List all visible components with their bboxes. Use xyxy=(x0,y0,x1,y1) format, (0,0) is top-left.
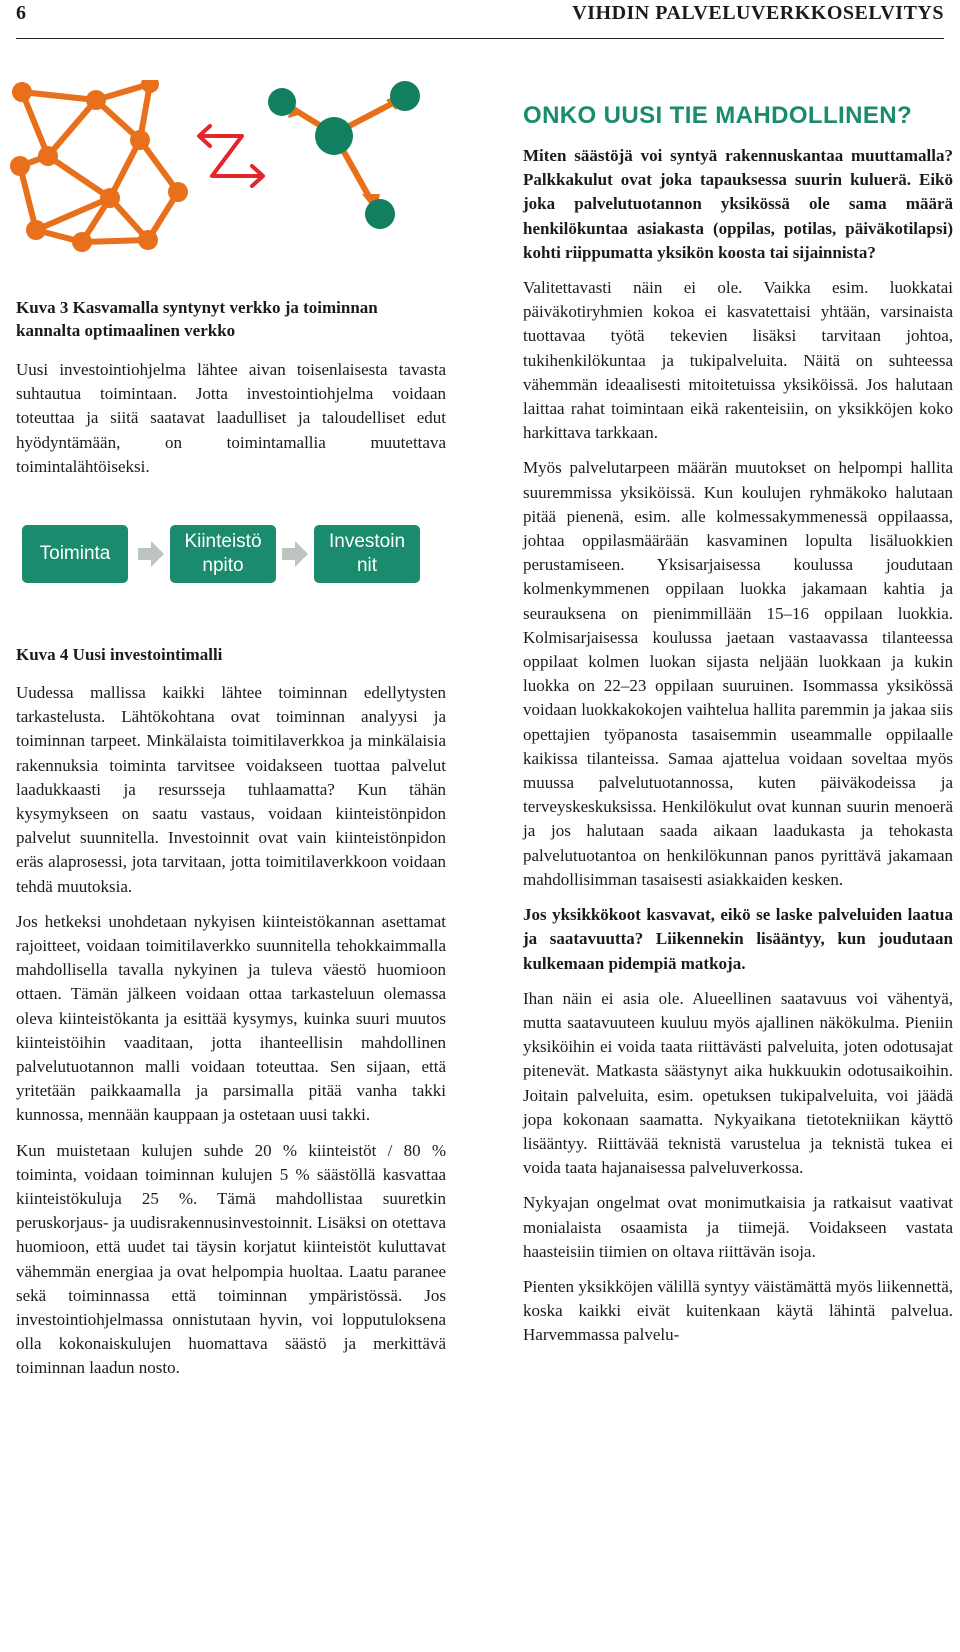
flow-box-label: Kiinteistö xyxy=(184,531,262,552)
flow-arrow-icon xyxy=(136,539,166,569)
right-body-text xyxy=(523,144,953,1359)
paragraph: Myös palvelutarpeen määrän muutokset on helpompi hallita suuremmissa yksiköissä. Kun koulujen ryhmäkoko halutaan pitää pienenä, esim. alle kolmessakymmenessä oppilaassa, johtaa oppilasmäärään kasvaminen lopulta lisäluokkien perustamiseen. Yksisarjaisessa koulussa joudutaan kolmenkymmenen oppilaan luokka jakamaan kahtia ja seurauksena on pienimmillään 15–16 oppilaan luokkia. Kolmisarjaisessa koulussa jaetaan vastaavassa tilanteessa oppilaat kolmen luokan sijasta neljään luokkaan ja kukin luokka on 22–23 oppilaan suuruinen. Isommassa yksikössä voidaan luokkakokojen vaihtelua hallita paremmin ja jakaa siis opettajien työpanosta tasaisemmin useammalle oppilaalle kaikissa tilanteissa. Samaa ajattelua voidaan soveltaa myös muussa palvelutuotannossa, kuten päiväkodeissa ja terveyskeskuksissa. Henkilökulut ovat kunnan suurin menoerä ja jos halutaan saada aikaan laadukasta ja tehokasta palvelutuotantoa on henkilökunnan panos pyrittävä jakamaan mahdollisimman tasaisesti asiakkaiden kesken. xyxy=(523,458,953,889)
figure3-caption: Kuva 3 Kasvamalla syntynyt verkko ja toiminnan kannalta optimaalinen verkko xyxy=(16,298,378,340)
flow-box-label: nit xyxy=(356,555,378,576)
network-node xyxy=(130,130,150,150)
flow-box-label: Toiminta xyxy=(39,543,111,564)
network-hub xyxy=(315,117,353,155)
network-illustration xyxy=(0,80,460,300)
optimal-network xyxy=(268,81,420,229)
network-node xyxy=(72,232,92,252)
paragraph: Pienten yksikköjen välillä syntyy väistämättä myös liikennettä, koska kaikki eivät kuitenkaan käytä lähintä palvelua. Harvemmassa palvelu- xyxy=(523,1276,953,1345)
network-node xyxy=(26,220,46,240)
figure3-text: Uusi investointiohjelma lähtee aivan toisenlaisesta tavasta suhtautua toimintaan. Jotta investointiohjelma voidaan toteuttaa ja siitä saatavat laadulliset ja taloudelliset edut hyödyntämään, on toimintamallia muutettava toimintalähtöiseksi. xyxy=(16,360,446,476)
paragraph: Ihan näin ei asia ole. Alueellinen saatavuus voi vähentyä, mutta saatavuuteen kuuluu myös ajallinen näkökulma. Pieniin yksiköihin ei voida taata riittävästi palveluita, joten odotusajat pitenevät. Matkasta säästynyt aika hukkuukin odotusaikoihin. Joitain palveluita, esim. opetuksen tukipalveluita, voi jäädä jopa kokonaan saamatta. Nykyaikana tietotekniikan käyttö lisääntyy. Riittävää teknistä varustelua ja teknistä tukea ei voida taata hajanaisessa palveluverkossa. xyxy=(523,988,953,1178)
question-paragraph: Jos yksikkökoot kasvavat, eikö se laske palveluiden laatua ja saatavuutta? Liikennekin lisääntyy, kun joudutaan kulkemaan pidempiä matkoja. xyxy=(523,905,953,973)
network-node xyxy=(365,199,395,229)
flow-box-kiinteistonpito xyxy=(170,525,276,583)
transform-arrow-icon xyxy=(199,126,263,186)
network-node xyxy=(138,230,158,250)
flow-box-label: npito xyxy=(202,555,244,576)
page-number: 6 xyxy=(16,2,26,24)
page-header xyxy=(16,0,944,39)
network-node xyxy=(10,156,30,176)
network-node xyxy=(168,182,188,202)
grown-network xyxy=(10,80,188,252)
left-body-text xyxy=(16,681,446,1392)
network-node xyxy=(390,81,420,111)
flow-arrow-icon xyxy=(280,539,310,569)
investment-model-diagram xyxy=(22,525,442,625)
paragraph: Nykyajan ongelmat ovat monimutkaisia ja ratkaisut vaativat monialaista osaamista ja tiimejä. Voidakseen vastata haasteisiin tiimien on oltava riittävän isoja. xyxy=(523,1193,953,1261)
section-heading: ONKO UUSI TIE MAHDOLLINEN? xyxy=(523,102,913,129)
paragraph: Valitettavasti näin ei ole. Vaikka esim. luokkatai päiväkotiryhmien kokoa ei kasvatettaisi yhtään, varsinaista tuottavaa työtä tekevien lisäksi tarvitaan johtoa, tukihenkilökuntaa ja tukipalveluita. Näitä on suhteessa vähemmän ideaalisesti mitoitetuissa yksiköissä. Jos halutaan laittaa rahat toimintaan eikä rakenteisiin, on yksikköjen koko harkittava tarkkaan. xyxy=(523,278,953,443)
paragraph: Kun muistetaan kulujen suhde 20 % kiinteistöt / 80 % toiminta, voidaan toiminnan kulujen 5 % säästöllä kasvattaa kiinteistökuluja 25 %. Tämä mahdollistaa suuretkin peruskorjaus- ja uudisrakennusinvestoinnit. Lisäksi on otettava huomioon, että uudet tai täysin korjatut kiinteistöt kuluttavat vähemmän energiaa ja ovat helpompia huoltaa. Laatu paranee sekä toiminnassa että toiminnan ympäristössä. Jos investointiohjelmassa onnistutaan hyvin, voi lopputuloksena olla kokonaiskulujen huomattava säästö ja merkittävä toiminnan laadun nosto. xyxy=(16,1140,446,1378)
flow-box-investoinnit xyxy=(314,525,420,583)
network-node xyxy=(100,188,120,208)
flow-box-label: Investoin xyxy=(328,531,406,552)
flow-box-toiminta xyxy=(22,525,128,583)
figure4-caption: Kuva 4 Uusi investointimalli xyxy=(16,645,223,664)
network-node xyxy=(38,146,58,166)
network-node xyxy=(141,80,159,93)
paragraph: Jos hetkeksi unohdetaan nykyisen kiinteistökannan asettamat rajoitteet, voidaan toimitilaverkko suunnitella tehokkaimmalla mahdollisella tavalla nykyinen ja tuleva väestö huomioon ottaen. Tämän jälkeen voidaan ottaa tarkasteluun olemassa oleva kiinteistökanta ja esittää kysymys, kuinka suuri muutos kiinteistöihin vaaditaan, jotta ihanteellisin mahdollinen palvelutuotannon malli voidaan toteuttaa. Sen sijaan, että yritetään paikkaamalla ja parsimalla pitää vanha takki kunnossa, mennään kauppaan ja ostetaan uusi takki. xyxy=(16,911,446,1125)
network-node xyxy=(86,90,106,110)
paragraph: Uudessa mallissa kaikki lähtee toiminnan edellytysten tarkastelusta. Lähtökohtana ovat toiminnan analyysi ja toiminnan tarpeet. Minkälaista toimitilaverkkoa ja minkälaisia rakennuksia toiminta tarvitsee voidakseen tuottaa palvelut laadukkaasti ja resursseja tuhlaamatta? Kun tähän kysymykseen on saatu vastaus, voidaan kiinteistönpidon palvelut suunnitella. Investoinnit ovat vain kiinteistönpidon eräs alaprosessi, jota tarvitaan, jotta toimitilaverkkoon voidaan tehdä muutoksia. xyxy=(16,683,446,896)
network-node xyxy=(268,88,296,116)
question-paragraph: Miten säästöjä voi syntyä rakennuskantaa muuttamalla? Palkkakulut ovat joka tapauksessa suurin kuluerä. Eikö joka palvelutuotannon yksikössä ole sama määrä henkilökuntaa asiakasta (oppilas, potilas, päiväkotilapsi) kohti riippumatta yksikön koosta tai sijainnista? xyxy=(523,146,953,262)
network-node xyxy=(12,82,32,102)
running-title: VIHDIN PALVELUVERKKOSELVITYS xyxy=(572,2,944,24)
